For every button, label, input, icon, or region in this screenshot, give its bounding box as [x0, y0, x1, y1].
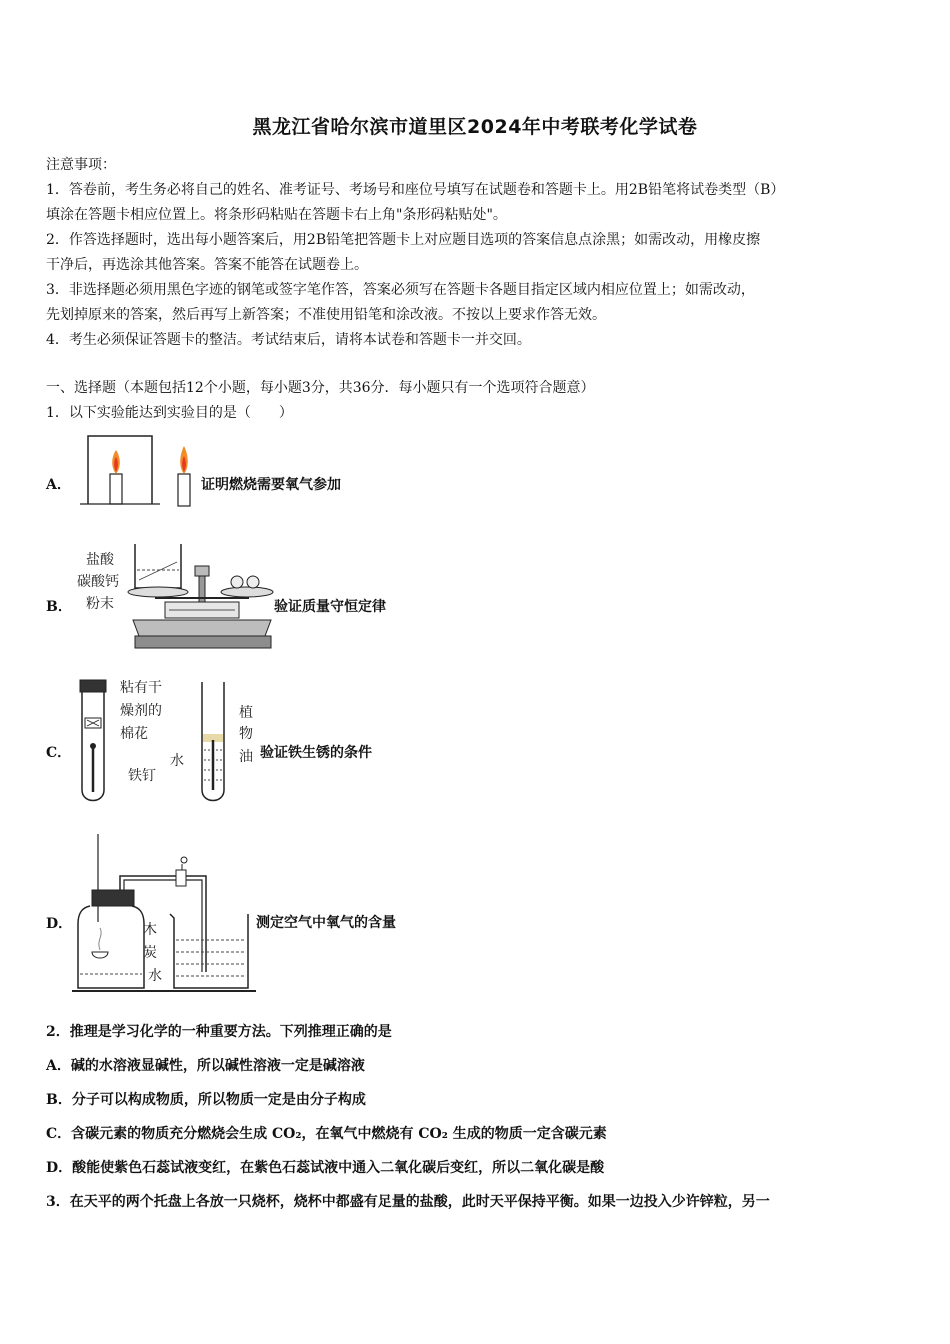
notice-line: 4．考生必须保证答题卡的整洁。考试结束后，请将本试卷和答题卡一并交回。 — [46, 332, 531, 348]
option-b-letter: B． — [46, 599, 72, 615]
oxygen-apparatus-figure — [72, 832, 256, 994]
label-water-c: 水 — [170, 753, 184, 769]
notice-line: 干净后，再选涂其他答案。答案不能答在试题卷上。 — [46, 257, 368, 273]
label-cotton-2: 燥剂的 — [120, 703, 162, 719]
test-tubes-figure — [76, 678, 236, 806]
option-c-letter: C． — [46, 745, 72, 761]
label-charcoal-2: 炭 — [143, 945, 157, 961]
section-heading: 一、选择题（本题包括12个小题，每小题3分，共36分．每小题只有一个选项符合题意） — [46, 380, 595, 396]
option-d-caption: 测定空气中氧气的含量 — [256, 915, 396, 931]
label-calcium-carbonate: 碳酸钙 — [77, 574, 119, 590]
label-iron-nail: 铁钉 — [128, 768, 156, 784]
question-2-option-c: C．含碳元素的物质充分燃烧会生成 CO₂，在氧气中燃烧有 CO₂ 生成的物质一定含碳元素 — [46, 1126, 607, 1142]
label-oil-3: 油 — [239, 749, 253, 765]
question-2-stem: 2．推理是学习化学的一种重要方法。下列推理正确的是 — [46, 1024, 392, 1040]
option-a-caption: 证明燃烧需要氧气参加 — [201, 477, 341, 493]
question-1-stem: 1．以下实验能达到实验目的是（ ） — [46, 405, 293, 421]
question-2-option-d: D．酸能使紫色石蕊试液变红，在紫色石蕊试液中通入二氧化碳后变红，所以二氧化碳是酸 — [46, 1160, 605, 1176]
option-c-caption: 验证铁生锈的条件 — [260, 745, 372, 761]
notice-line: 填涂在答题卡相应位置上。将条形码粘贴在答题卡右上角"条形码粘贴处"。 — [46, 207, 507, 223]
label-oil-2: 物 — [239, 726, 253, 742]
balance-figure — [125, 540, 275, 660]
label-cotton-1: 粘有干 — [120, 680, 162, 696]
option-b-caption: 验证质量守恒定律 — [274, 599, 386, 615]
label-oil-1: 植 — [239, 705, 253, 721]
option-d-letter: D． — [46, 916, 73, 932]
label-hydrochloric-acid: 盐酸 — [86, 552, 114, 568]
label-cotton-3: 棉花 — [120, 726, 148, 742]
notice-heading: 注意事项： — [46, 157, 116, 173]
notice-line: 2．作答选择题时，选出每小题答案后，用2B铅笔把答题卡上对应题目选项的答案信息点涂黑；如需改动，用橡皮擦 — [46, 232, 761, 248]
page-title: 黑龙江省哈尔滨市道里区2024年中考联考化学试卷 — [252, 116, 698, 138]
candle-figure — [80, 432, 200, 512]
label-water-d: 水 — [148, 968, 162, 984]
notice-line: 先划掉原来的答案，然后再写上新答案；不准使用铅笔和涂改液。不按以上要求作答无效。 — [46, 307, 606, 323]
question-2-option-a: A．碱的水溶液显碱性，所以碱性溶液一定是碱溶液 — [46, 1058, 365, 1074]
option-a-letter: A． — [46, 477, 71, 493]
question-2-option-b: B．分子可以构成物质，所以物质一定是由分子构成 — [46, 1092, 366, 1108]
notice-line: 1．答卷前，考生务必将自己的姓名、准考证号、考场号和座位号填写在试题卷和答题卡上。用2B铅笔将试卷类型（B） — [46, 182, 785, 198]
notice-line: 3．非选择题必须用黑色字迹的钢笔或签字笔作答，答案必须写在答题卡各题目指定区域内相应位置上；如需改动， — [46, 282, 755, 298]
label-charcoal-1: 木 — [143, 922, 157, 938]
question-3-stem: 3．在天平的两个托盘上各放一只烧杯，烧杯中都盛有足量的盐酸，此时天平保持平衡。如果一边投入少许锌粒，另一 — [46, 1194, 770, 1210]
label-powder: 粉末 — [86, 596, 114, 612]
